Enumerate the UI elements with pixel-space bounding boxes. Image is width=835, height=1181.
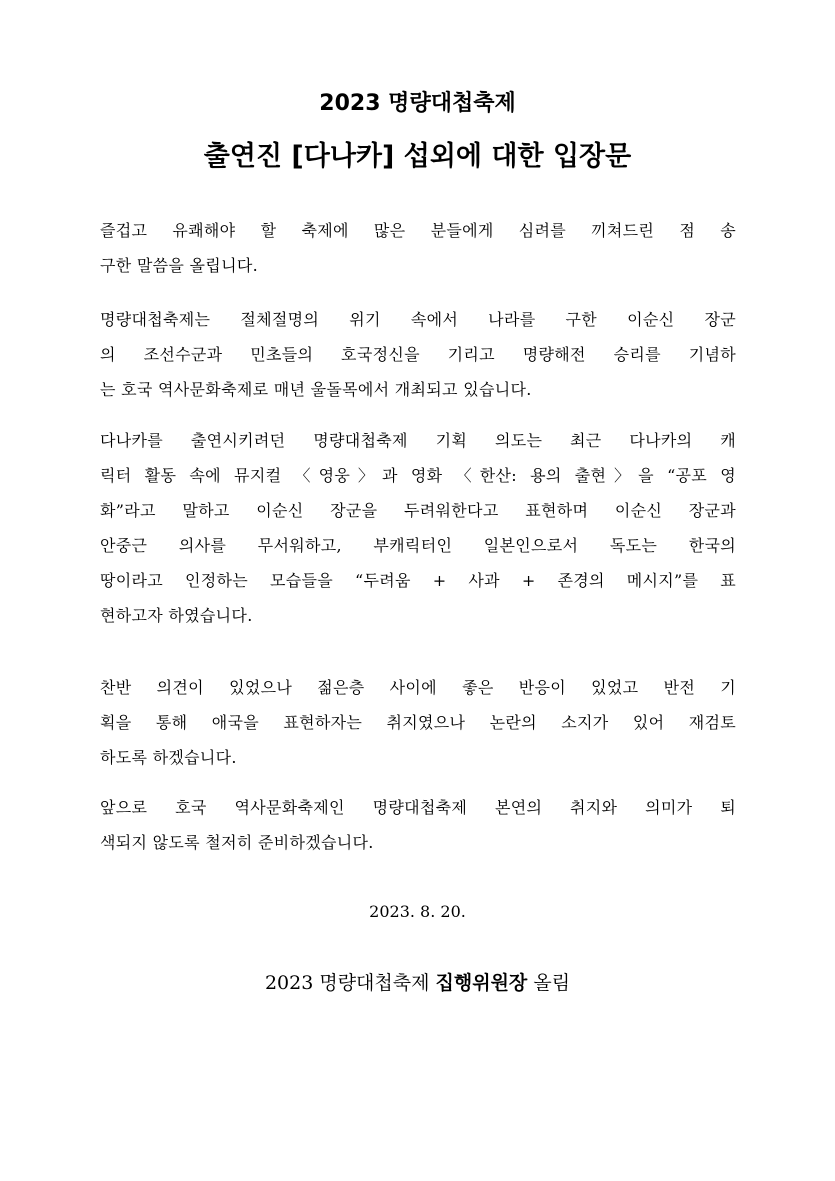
paragraph-line: 앞으로 호국 역사문화축제인 명량대첩축제 본연의 취지와 의미가 퇴	[100, 798, 736, 817]
paragraph-line: 땅이라고 인정하는 모습들을 “두려움 + 사과 + 존경의 메시지”를 표	[100, 571, 736, 590]
paragraph-line: 즐겁고 유쾌해야 할 축제에 많은 분들에게 심려를 끼쳐드린 점 송	[100, 221, 736, 240]
paragraph-planning-intent	[100, 423, 736, 633]
paragraph-line: 안중근 의사를 무서워하고, 부캐릭터인 일본인으로서 독도는 한국의	[100, 536, 736, 555]
paragraph-line: 하도록 하겠습니다.	[100, 748, 237, 767]
paragraph-line: 색되지 않도록 철저히 준비하겠습니다.	[100, 833, 374, 852]
paragraph-line: 릭터 활동 속에 뮤지컬 〈영웅〉과 영화 〈한산: 용의 출현〉을 “공포 영	[100, 466, 736, 485]
title-festival-name: 2023 명량대첩축제	[319, 91, 516, 116]
signature-closing: 올림	[527, 972, 571, 994]
paragraph-festival-intro	[100, 302, 736, 407]
paragraph-line: 명량대첩축제는 절체절명의 위기 속에서 나라를 구한 이순신 장군	[100, 310, 736, 329]
paragraph-line: 획을 통해 애국을 표현하자는 취지였으나 논란의 소지가 있어 재검토	[100, 713, 736, 732]
paragraph-line: 화”라고 말하고 이순신 장군을 두려워한다고 표현하며 이순신 장군과	[100, 501, 736, 520]
title-statement: 출연진 [다나카] 섭외에 대한 입장문	[203, 141, 632, 172]
paragraph-line: 구한 말씀을 올립니다.	[100, 256, 258, 275]
paragraph-line: 현하고자 하였습니다.	[100, 606, 253, 625]
paragraph-future-commitment	[100, 790, 736, 860]
paragraph-apology	[100, 213, 736, 283]
signature-organization: 2023 명량대첩축제	[264, 972, 436, 994]
paragraph-line: 다나카를 출연시키려던 명량대첩축제 기획 의도는 최근 다나카의 캐	[100, 431, 736, 450]
signature	[0, 966, 835, 1000]
paragraph-line: 찬반 의견이 있었으나 젊은층 사이에 좋은 반응이 있었고 반전 기	[100, 678, 736, 697]
paragraph-line: 의 조선수군과 민초들의 호국정신을 기리고 명량해전 승리를 기념하	[100, 345, 736, 364]
paragraph-line: 는 호국 역사문화축제로 매년 울돌목에서 개최되고 있습니다.	[100, 380, 532, 399]
statement-date: 2023. 8. 20.	[369, 902, 466, 921]
paragraph-reconsideration	[100, 670, 736, 775]
signature-title: 집행위원장	[435, 972, 528, 994]
